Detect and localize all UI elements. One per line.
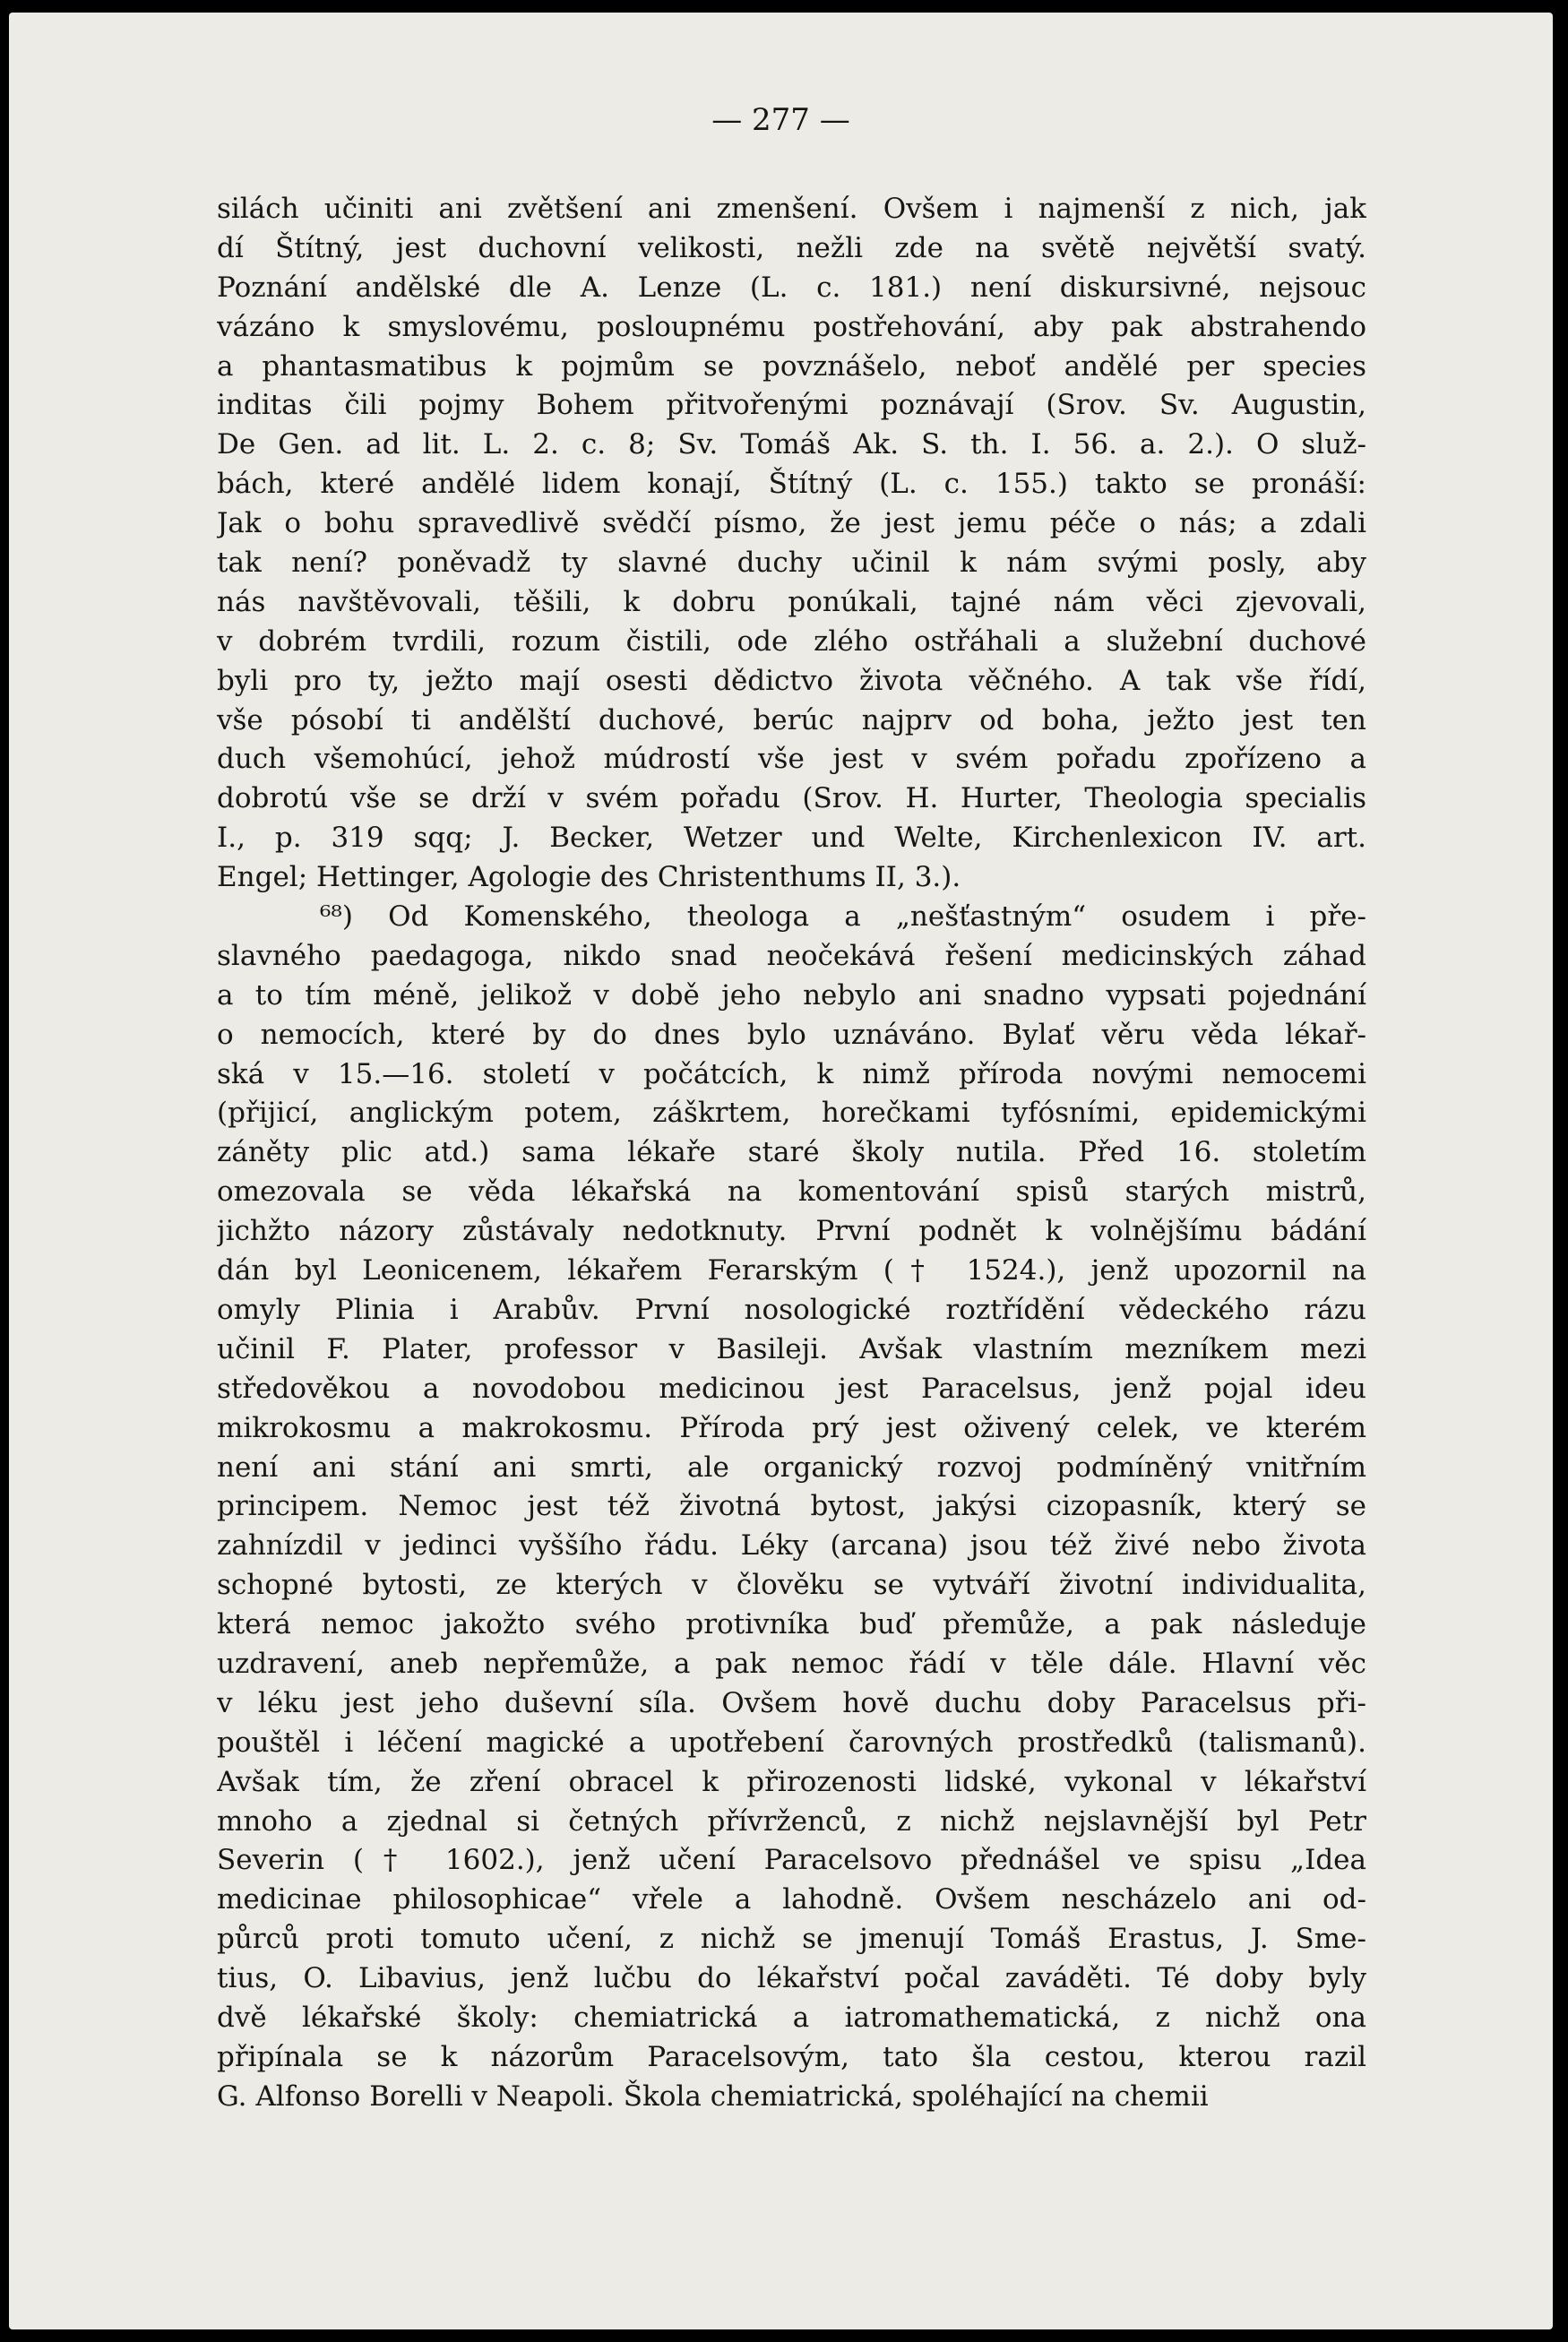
text-line: o nemocích, které by do dnes bylo uznáváno. Bylať věru věda lékař- bbox=[217, 1018, 1366, 1051]
text-line: ⁶⁸) Od Komenského, theologa a „nešťastným“ osudem i pře- bbox=[320, 900, 1366, 934]
text-line: tak není? poněvadž ty slavné duchy učinil k nám svými posly, aby bbox=[217, 547, 1366, 580]
text-line: dán byl Leonicenem, lékařem Ferarským († 1524.), jenž upozornil na bbox=[217, 1254, 1366, 1287]
text-line: I., p. 319 sqq; J. Becker, Wetzer und Welte, Kirchenlexicon IV. art. bbox=[217, 822, 1366, 855]
text-line: v dobrém tvrdili, rozum čistili, ode zlého ostřáhali a služební duchové bbox=[217, 624, 1366, 658]
text-line: dvě lékařské školy: chemiatrická a iatromathematická, z nichž ona bbox=[217, 2001, 1366, 2034]
text-line: která nemoc jakožto svého protivníka buď přemůže, a pak následuje bbox=[217, 1608, 1366, 1641]
text-line: a phantasmatibus k pojmům se povznášelo, neboť andělé per species bbox=[217, 349, 1366, 383]
text-line: byli pro ty, ježto mají osesti dědictvo života věčného. A tak vše řídí, bbox=[217, 664, 1366, 697]
text-line: nás navštěvovali, těšili, k dobru ponúkali, tajné nám věci zjevovali, bbox=[217, 585, 1366, 618]
text-line: dí Štítný, jest duchovní velikosti, nežli zde na světě největší svatý. bbox=[217, 231, 1366, 264]
text-line: duch všemohúcí, jehož múdrostí vše jest v svém pořadu zpořízeno a bbox=[217, 743, 1366, 776]
page-number: — 277 — bbox=[711, 102, 850, 138]
text-line: (přijicí, anglickým potem, záškrtem, horečkami tyfósními, epidemickými bbox=[217, 1097, 1366, 1130]
text-line: mnoho a zjednal si četných přívrženců, z nichž nejslavnější byl Petr bbox=[217, 1804, 1366, 1838]
text-line: středověkou a novodobou medicinou jest Paracelsus, jenž pojal ideu bbox=[217, 1372, 1366, 1405]
text-line: v léku jest jeho duševní síla. Ovšem hově duchu doby Paracelsus při- bbox=[217, 1686, 1366, 1719]
text-line: půrců proti tomuto učení, z nichž se jmenují Tomáš Erastus, J. Sme- bbox=[217, 1923, 1366, 1956]
text-line: ská v 15.—16. století v počátcích, k nimž příroda novými nemocemi bbox=[217, 1057, 1366, 1090]
text-line: principem. Nemoc jest též životná bytost, jakýsi cizopasník, který se bbox=[217, 1490, 1366, 1523]
text-line: uzdravení, aneb nepřemůže, a pak nemoc řádí v těle dále. Hlavní věc bbox=[217, 1647, 1366, 1680]
text-line: jichžto názory zůstávaly nedotknuty. První podnět k volnějšímu bádání bbox=[217, 1215, 1366, 1248]
text-line: záněty plic atd.) sama lékaře staré školy nutila. Před 16. stoletím bbox=[217, 1136, 1366, 1169]
text-line: inditas čili pojmy Bohem přitvořenými poznávají (Srov. Sv. Augustin, bbox=[217, 389, 1366, 422]
text-line: učinil F. Plater, professor v Basileji. Avšak vlastním mezníkem mezi bbox=[217, 1332, 1366, 1365]
text-line: omyly Plinia i Arabův. První nosologické roztřídění vědeckého rázu bbox=[217, 1293, 1366, 1326]
text-line: připínala se k názorům Paracelsovým, tato šla cestou, kterou razil bbox=[217, 2040, 1366, 2073]
text-line: mikrokosmu a makrokosmu. Příroda prý jest oživený celek, ve kterém bbox=[217, 1411, 1366, 1444]
text-line: zahnízdil v jedinci vyššího řádu. Léky (arcana) jsou též živé nebo života bbox=[217, 1529, 1366, 1563]
book-page bbox=[9, 13, 1553, 2329]
text-line: slavného paedagoga, nikdo snad neočekává řešení medicinských záhad bbox=[217, 939, 1366, 972]
text-line: není ani stání ani smrti, ale organický rozvoj podmíněný vnitřním bbox=[217, 1451, 1366, 1484]
text-line: Severin († 1602.), jenž učení Paracelsovo přednášel ve spisu „Idea bbox=[217, 1844, 1366, 1877]
text-line: omezovala se věda lékařská na komentování spisů starých mistrů, bbox=[217, 1175, 1366, 1209]
text-line: a to tím méně, jelikož v době jeho nebylo ani snadno vypsati pojednání bbox=[217, 978, 1366, 1012]
text-line: Jak o bohu spravedlivě svědčí písmo, že jest jemu péče o nás; a zdali bbox=[217, 507, 1366, 540]
text-line: dobrotú vše se drží v svém pořadu (Srov. H. Hurter, Theologia specialis bbox=[217, 782, 1366, 815]
text-line: Avšak tím, že zření obracel k přirozenosti lidské, vykonal v lékařství bbox=[217, 1765, 1366, 1798]
text-line: bách, které andělé lidem konají, Štítný (L. c. 155.) takto se pronáší: bbox=[217, 468, 1366, 501]
text-line: Engel; Hettinger, Agologie des Christenthums II, 3.). bbox=[217, 861, 961, 894]
body-text bbox=[217, 190, 1366, 2117]
text-line: vše pósobí ti andělští duchové, berúc najprv od boha, ježto jest ten bbox=[217, 703, 1366, 736]
text-line: silách učiniti ani zvětšení ani zmenšení. Ovšem i najmenší z nich, jak bbox=[217, 193, 1366, 225]
text-line: Poznání andělské dle A. Lenze (L. c. 181.) není diskursivné, nejsouc bbox=[217, 271, 1366, 304]
text-line: tius, O. Libavius, jenž lučbu do lékařství počal zaváděti. Té doby byly bbox=[217, 1962, 1366, 1995]
text-line: schopné bytosti, ze kterých v člověku se vytváří životní individualita, bbox=[217, 1569, 1366, 1602]
text-line: medicinae philosophicae“ vřele a lahodně. Ovšem nescházelo ani od- bbox=[217, 1883, 1366, 1916]
text-line: G. Alfonso Borelli v Neapoli. Škola chemiatrická, spoléhající na chemii bbox=[217, 2079, 1209, 2113]
text-line: De Gen. ad lit. L. 2. c. 8; Sv. Tomáš Ak. S. th. I. 56. a. 2.). O služ- bbox=[217, 428, 1366, 461]
text-line: vázáno k smyslovému, posloupnému postřehování, aby pak abstrahendo bbox=[217, 310, 1366, 343]
text-line: pouštěl i léčení magické a upotřebení čarovných prostředků (talismanů). bbox=[217, 1726, 1366, 1759]
